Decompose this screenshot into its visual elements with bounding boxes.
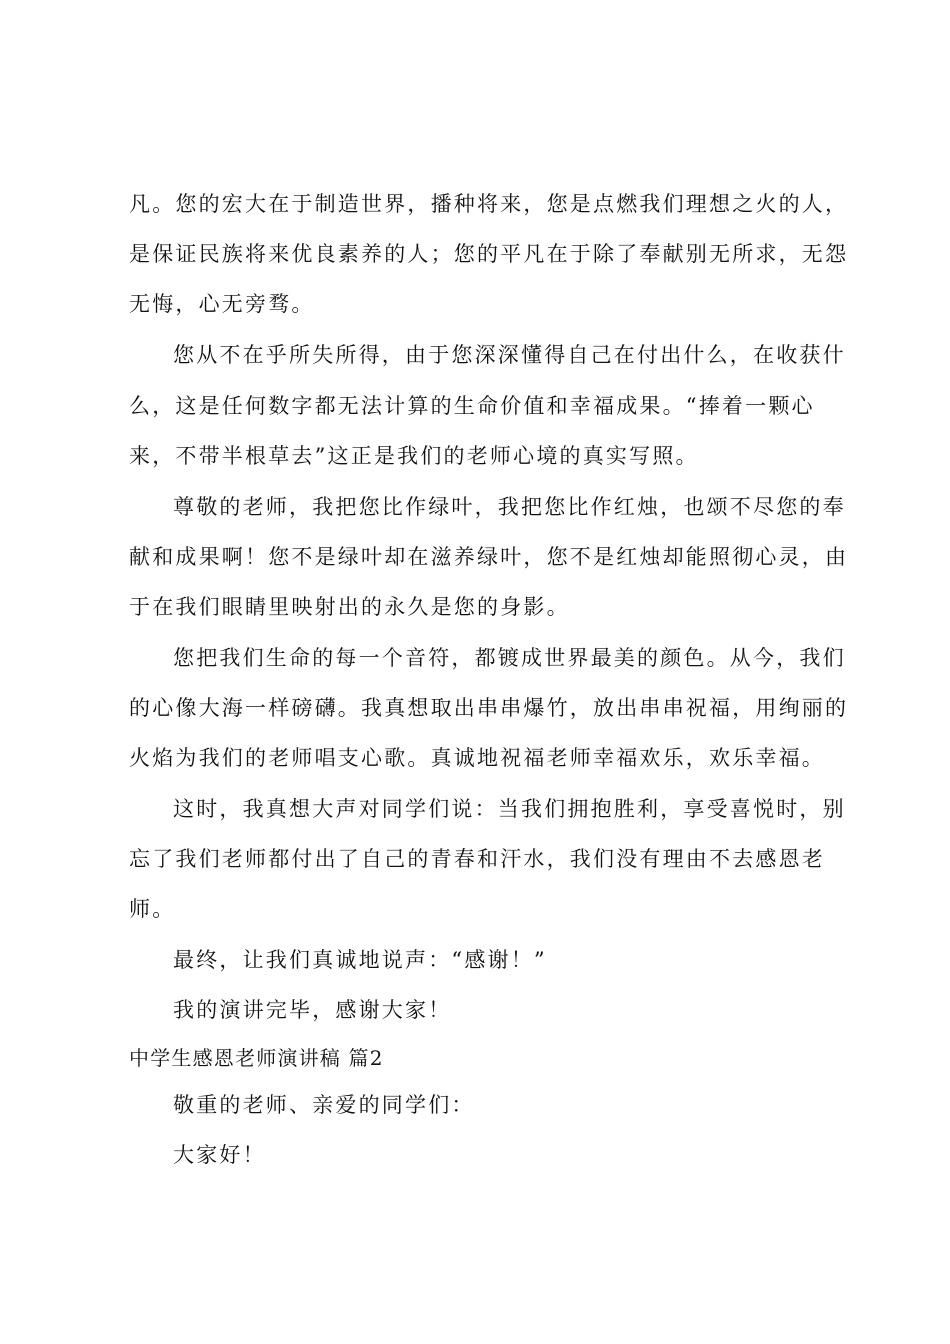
- paragraph-1-line-3: 无悔，心无旁骛。: [129, 292, 315, 316]
- paragraph-2-line-3: 来，不带半根草去”这正是我们的老师心境的真实写照。: [129, 444, 699, 468]
- greeting: 敬重的老师、亲爱的同学们：: [173, 1093, 475, 1117]
- paragraph-3-line-1: 尊敬的老师，我把您比作绿叶，我把您比作红烛，也颂不尽您的奉: [173, 495, 846, 519]
- paragraph-2-line-1: 您从不在乎所失所得，由于您深深懂得自己在付出什么，在收获什: [173, 343, 846, 367]
- paragraph-4-line-1: 您把我们生命的每一个音符，都镀成世界最美的颜色。从今，我们: [173, 646, 846, 670]
- paragraph-7: 我的演讲完毕，感谢大家！: [173, 998, 452, 1022]
- paragraph-2-line-2: 么，这是任何数字都无法计算的生命价值和幸福成果。“捧着一颗心: [129, 394, 815, 418]
- paragraph-1-line-1: 凡。您的宏大在于制造世界，播种将来，您是点燃我们理想之火的人，: [129, 192, 849, 216]
- paragraph-1-line-2: 是保证民族将来优良素养的人；您的平凡在于除了奉献别无所求，无怨: [129, 242, 849, 266]
- paragraph-4-line-3: 火焰为我们的老师唱支心歌。真诚地祝福老师幸福欢乐，欢乐幸福。: [129, 746, 825, 770]
- paragraph-3-line-3: 于在我们眼睛里映射出的永久是您的身影。: [129, 595, 570, 619]
- paragraph-5-line-1: 这时，我真想大声对同学们说：当我们拥抱胜利，享受喜悦时，别: [173, 797, 846, 821]
- salutation: 大家好！: [173, 1143, 266, 1167]
- paragraph-3-line-2: 献和成果啊！您不是绿叶却在滋养绿叶，您不是红烛却能照彻心灵，由: [129, 545, 849, 569]
- paragraph-4-line-2: 的心像大海一样磅礴。我真想取出串串爆竹，放出串串祝福，用绚丽的: [129, 696, 849, 720]
- paragraph-6: 最终，让我们真诚地说声：“感谢！”: [173, 948, 547, 972]
- paragraph-5-line-2: 忘了我们老师都付出了自己的青春和汗水，我们没有理由不去感恩老: [129, 847, 825, 871]
- section-heading: 中学生感恩老师演讲稿 篇2: [129, 1046, 384, 1070]
- paragraph-5-line-3: 师。: [129, 897, 176, 921]
